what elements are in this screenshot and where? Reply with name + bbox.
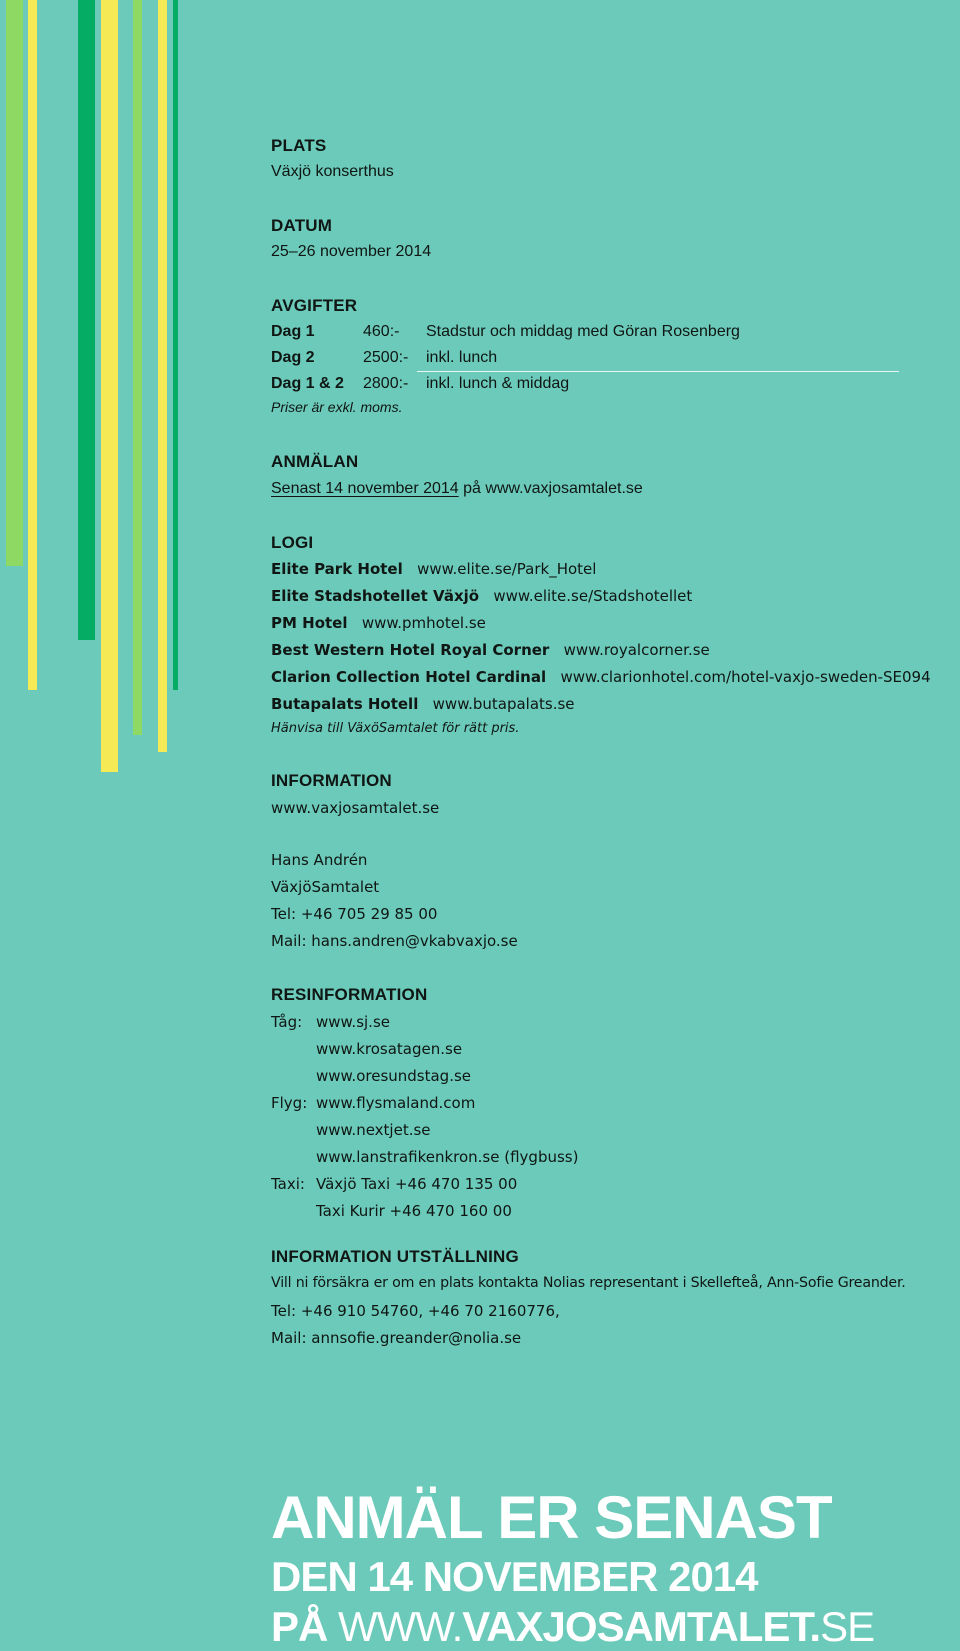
taxi-item: Växjö Taxi +46 470 135 00 (316, 1175, 518, 1193)
cta-www: WWW. (338, 1603, 463, 1650)
contact-tel: Tel: +46 705 29 85 00 (271, 905, 438, 923)
anmalan-heading: ANMÄLAN (271, 452, 359, 471)
fee-label: Dag 1 & 2 (271, 375, 344, 392)
fee-desc: inkl. lunch (426, 349, 498, 366)
taxi-item: Taxi Kurir +46 470 160 00 (316, 1202, 512, 1220)
hotel-name: Butapalats Hotell (271, 695, 419, 713)
datum-heading: DATUM (271, 216, 333, 235)
hotel-name: PM Hotel (271, 614, 348, 632)
resinformation-heading: RESINFORMATION (271, 985, 428, 1004)
contact-mail: Mail: hans.andren@vkabvaxjo.se (271, 932, 518, 950)
travel-label-train: Tåg: (271, 1013, 303, 1031)
hotel-url-link[interactable]: www.elite.se/Park_Hotel (417, 560, 597, 578)
hotel-name: Elite Stadshotellet Växjö (271, 587, 480, 605)
utstallning-mail: Mail: annsofie.greander@nolia.se (271, 1329, 522, 1347)
cta-prefix: PÅ (271, 1603, 339, 1650)
fee-label: Dag 2 (271, 349, 315, 366)
travel-link[interactable]: www.oresundstag.se (316, 1067, 472, 1085)
fee-price: 2800:- (363, 375, 409, 392)
fee-desc: inkl. lunch & middag (426, 375, 570, 392)
avgifter-heading: AVGIFTER (271, 296, 358, 315)
anmalan-line (271, 480, 643, 498)
hotel-item (271, 695, 575, 713)
anmalan-url-link[interactable]: www.vaxjosamtalet.se (485, 480, 643, 497)
hotel-name: Best Western Hotel Royal Corner (271, 641, 550, 659)
fee-note: Priser är exkl. moms. (271, 399, 403, 415)
anmalan-deadline: Senast 14 november 2014 (271, 480, 459, 497)
hotel-url-link[interactable]: www.clarionhotel.com/hotel-vaxjo-sweden-SE094 (560, 668, 931, 686)
decor-stripe-6 (158, 0, 167, 752)
plats-heading: PLATS (271, 136, 327, 155)
travel-link[interactable]: www.krosatagen.se (316, 1040, 463, 1058)
logi-heading: LOGI (271, 533, 314, 552)
cta-domain: VAXJOSAMTALET. (462, 1603, 821, 1650)
decor-stripe-4 (101, 0, 118, 772)
utstallning-text: Vill ni försäkra er om en plats kontakta Nolias representant i Skellefteå, Ann-Sofie Greander. (271, 1275, 906, 1291)
cta-line-2: DEN 14 NOVEMBER 2014 (271, 1553, 758, 1600)
travel-label-flight: Flyg: (271, 1094, 308, 1112)
decor-stripe-5 (133, 0, 142, 735)
fee-price: 460:- (363, 323, 400, 340)
hotel-item (271, 641, 710, 659)
hotel-item (271, 560, 596, 578)
travel-link[interactable]: www.nextjet.se (316, 1121, 431, 1139)
hotel-url-link[interactable]: www.butapalats.se (432, 695, 575, 713)
logi-note: Hänvisa till VäxöSamtalet för rätt pris. (271, 721, 520, 736)
fee-divider (417, 371, 899, 372)
anmalan-connector: på (463, 480, 481, 497)
travel-link[interactable]: www.lanstrafikenkron.se (flygbuss) (316, 1148, 579, 1166)
travel-link[interactable]: www.sj.se (316, 1013, 390, 1031)
fee-label: Dag 1 (271, 323, 315, 340)
contact-name: Hans Andrén (271, 851, 368, 869)
information-url-link[interactable]: www.vaxjosamtalet.se (271, 799, 440, 817)
cta-line-1: ANMÄL ER SENAST (271, 1484, 832, 1551)
plats-value: Växjö konserthus (271, 163, 394, 180)
fee-price: 2500:- (363, 349, 409, 366)
hotel-url-link[interactable]: www.royalcorner.se (563, 641, 710, 659)
hotel-item (271, 587, 692, 605)
hotel-url-link[interactable]: www.elite.se/Stadshotellet (493, 587, 693, 605)
travel-label-taxi: Taxi: (271, 1175, 305, 1193)
hotel-url-link[interactable]: www.pmhotel.se (361, 614, 486, 632)
hotel-item (271, 668, 931, 686)
information-heading: INFORMATION (271, 771, 392, 790)
cta-tld: SE (820, 1603, 875, 1650)
utstallning-heading: INFORMATION UTSTÄLLNING (271, 1247, 519, 1266)
hotel-item (271, 614, 486, 632)
hotel-name: Clarion Collection Hotel Cardinal (271, 668, 547, 686)
travel-link[interactable]: www.flysmaland.com (316, 1094, 476, 1112)
contact-org: VäxjöSamtalet (271, 878, 380, 896)
decor-stripe-3 (78, 0, 95, 640)
datum-value: 25–26 november 2014 (271, 243, 432, 260)
utstallning-tel: Tel: +46 910 54760, +46 70 2160776, (271, 1302, 560, 1320)
decor-stripe-1 (6, 0, 23, 566)
hotel-name: Elite Park Hotel (271, 560, 403, 578)
decor-stripe-2 (28, 0, 37, 690)
decor-stripe-7 (173, 0, 178, 690)
fee-desc: Stadstur och middag med Göran Rosenberg (426, 323, 740, 340)
cta-line-3 (271, 1603, 874, 1651)
